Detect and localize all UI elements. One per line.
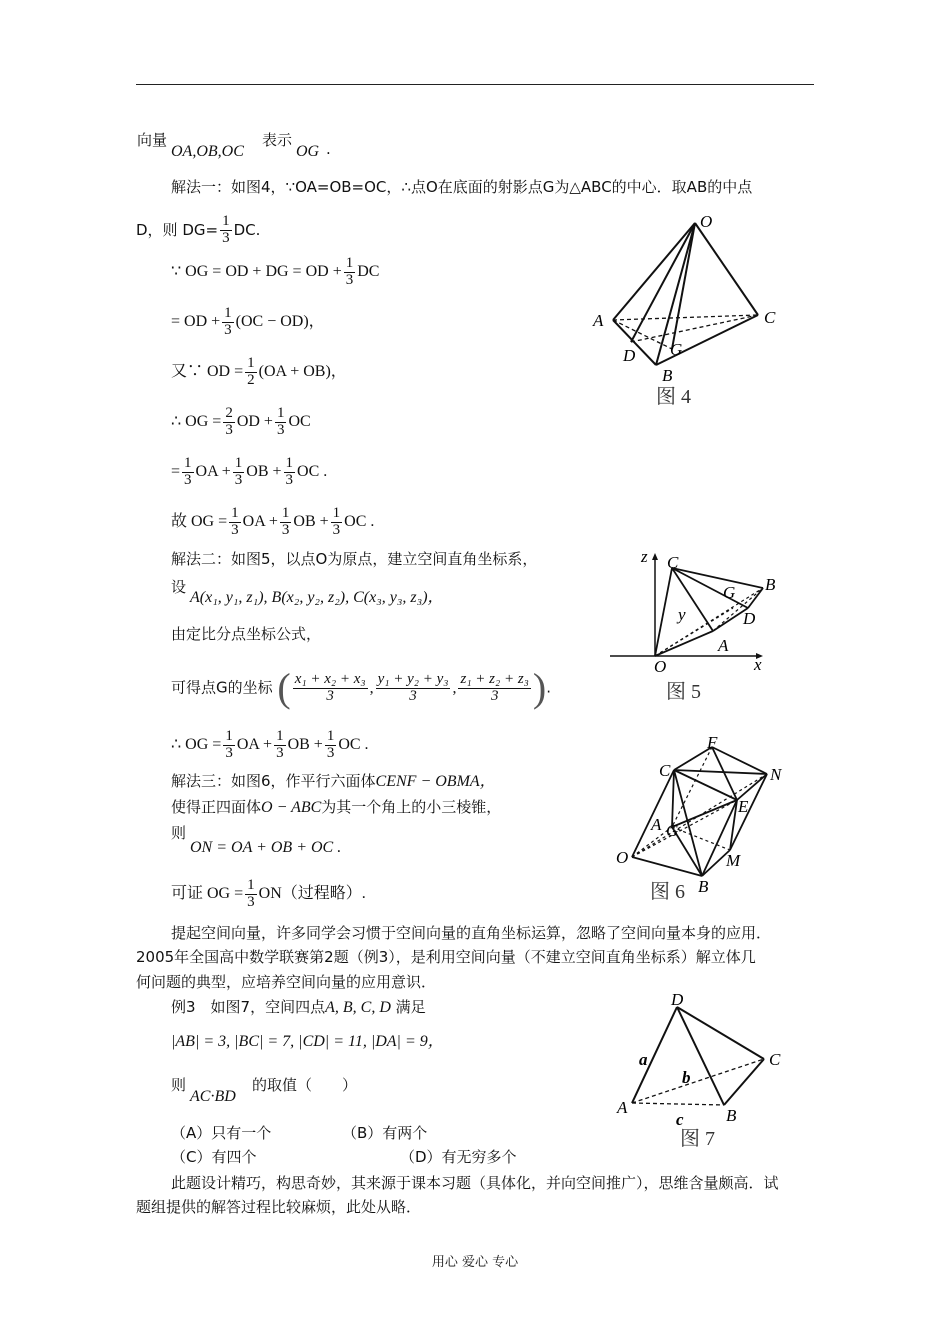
fig5-label-g: G — [723, 583, 736, 602]
fig6-label-n: N — [770, 765, 782, 784]
para-line-4: 此题设计精巧，构思奇妙，其来源于课本习题（具体化，并向空间推广），思维含量颇高．试 — [171, 1174, 779, 1192]
fig4-label-c: C — [764, 308, 776, 327]
sol1-eq1: ∵ OG = OD + DG = OD + $\frac{1}{3}$ DC — [171, 255, 380, 288]
sol1-eq6: 故 OG = $\frac{1}{3}$ OA + $\frac{1}{3}$ OB + $\frac{1}{3}$ OC . — [171, 505, 375, 538]
intro-end: . — [326, 140, 331, 158]
fig6-caption: 图 6 — [650, 881, 685, 903]
figure-7 — [612, 985, 792, 1155]
header-rule — [136, 84, 814, 85]
sol3-eq: ON = OA + OB + OC . — [190, 839, 342, 856]
figure-6 — [612, 732, 802, 907]
fig7-label-a: A — [617, 1098, 628, 1117]
sol2-g-coord: 可得点G的坐标 ( $\frac{\text{x₁ + x₂ + x₃}}{3}$ , $\frac{\text{y₁ + y₂ + y₃}}{3}$ , $\frac{\text{z₁ + z₂ + z₃}}{3}$ ). — [171, 665, 551, 710]
fig5-label-c: C — [667, 553, 679, 572]
fig6-label-e: E — [738, 797, 749, 816]
intro-mid: 表示 — [262, 131, 293, 149]
fig7-label-c-edge: c — [676, 1110, 684, 1129]
fig4-label-b: B — [662, 366, 673, 385]
fig7-label-c: C — [769, 1050, 781, 1069]
para-line-1: 提起空间向量，许多同学会习惯于空间向量的直角坐标运算，忽略了空间向量本身的应用． — [171, 924, 772, 942]
fig4-caption: 图 4 — [656, 386, 691, 408]
fig6-label-f: F — [707, 733, 718, 752]
sol1-eq3: 又∵ OD = $\frac{1}{2}$ (OA + OB)， — [171, 355, 347, 388]
ex3-condition: |AB| = 3, |BC| = 7, |CD| = 11, |DA| = 9， — [171, 1033, 444, 1050]
sol1-intro2-b: DC. — [233, 220, 261, 239]
sol2-intro: 解法二：如图5，以点O为原点，建立空间直角坐标系， — [171, 550, 538, 568]
para-line-5: 题组提供的解答过程比较麻烦，此处从略． — [136, 1198, 422, 1216]
fig7-caption: 图 7 — [680, 1128, 715, 1150]
intro-prefix: 向量 — [137, 131, 168, 149]
sol3-intro: 解法三：如图6，作平行六面体CENF − OBMA， — [171, 772, 496, 790]
fig7-label-a-edge: a — [639, 1050, 648, 1069]
sol2-set: 设 — [171, 578, 187, 596]
option-a: （A）只有一个 — [171, 1124, 272, 1142]
ex3-title: 例3 如图7，空间四点A, B, C, D 满足 — [171, 998, 426, 1016]
sol1-eq5: = $\frac{1}{3}$ OA + $\frac{1}{3}$ OB + $\frac{1}{3}$ OC . — [171, 455, 328, 488]
fig6-label-b: B — [698, 877, 709, 896]
sol3-then: 则 — [171, 824, 187, 842]
fig5-label-y: y — [678, 605, 686, 624]
fig5-label-a: A — [718, 636, 729, 655]
fig4-label-a: A — [593, 311, 604, 330]
fig6-label-o: O — [616, 848, 629, 867]
sol1-eq4: ∴ OG = $\frac{2}{3}$ OD + $\frac{1}{3}$ OC — [171, 405, 311, 438]
sol1-intro2-a: D，则 DG= — [136, 220, 219, 239]
fig6-label-c: C — [659, 761, 671, 780]
fig5-label-d: D — [743, 609, 756, 628]
fig7-label-b: B — [726, 1106, 737, 1125]
sol1-intro: 解法一：如图4，∵OA=OB=OC，∴点O在底面的射影点G为△ABC的中心．取AB的中点 — [171, 178, 753, 196]
fig7-label-d: D — [671, 990, 684, 1009]
sol3-line2: 使得正四面体O − ABC为其一个角上的小三棱锥， — [171, 798, 502, 816]
fig5-label-o: O — [654, 657, 667, 676]
fig6-label-m: M — [726, 851, 741, 870]
fig4-label-g: G — [670, 340, 683, 359]
fig5-label-x: x — [754, 655, 762, 674]
para-line-3: 何问题的典型，应培养空间向量的应用意识． — [136, 973, 437, 991]
ex3-expression: AC·BD — [190, 1088, 236, 1105]
fig4-label-d: D — [623, 346, 636, 365]
para-line-2: 2005年全国高中数学联赛第2题（例3），是利用空间向量（不建立空间直角坐标系）解立体几 — [136, 948, 756, 966]
fig6-label-a: A — [651, 815, 662, 834]
vector-list: OA,OB,OC — [171, 143, 244, 160]
sol2-conclusion: ∴ OG = $\frac{1}{3}$ OA + $\frac{1}{3}$ OB + $\frac{1}{3}$ OC . — [171, 728, 369, 761]
intro-line — [137, 133, 167, 148]
fig7-label-b-edge: b — [682, 1068, 691, 1087]
sol2-coords: A(x₁, y₁, z₁), B(x₂, y₂, z₂), C(x₃, y₃, z₃)， — [190, 589, 444, 606]
fig5-caption: 图 5 — [666, 681, 701, 703]
fig5-label-z: z — [641, 547, 648, 566]
sol1-eq2: = OD + $\frac{1}{3}$ (OC − OD)， — [171, 305, 325, 338]
option-c: （C）有四个 — [171, 1148, 257, 1166]
page-footer: 用心 爱心 专心 — [431, 1255, 519, 1270]
fig5-label-b: B — [765, 575, 776, 594]
sol2-rule: 由定比分点坐标公式， — [171, 625, 322, 643]
option-b: （B）有两个 — [342, 1124, 428, 1142]
figure-5 — [608, 548, 778, 708]
sol1-intro2 — [136, 214, 260, 247]
fig6-label-g: G — [666, 821, 679, 840]
target-vector: OG — [296, 143, 320, 160]
ex3-then: 则 — [171, 1076, 187, 1094]
fig4-label-o: O — [700, 212, 713, 231]
frac-1-3: $\frac{1}{3}$ — [222, 213, 230, 246]
figure-4 — [588, 205, 788, 415]
option-d: （D）有无穷多个 — [400, 1148, 517, 1166]
ex3-question: 的取值（ ） — [252, 1076, 358, 1094]
sol3-prove: 可证 OG = $\frac{1}{3}$ ON（过程略）. — [171, 877, 366, 910]
